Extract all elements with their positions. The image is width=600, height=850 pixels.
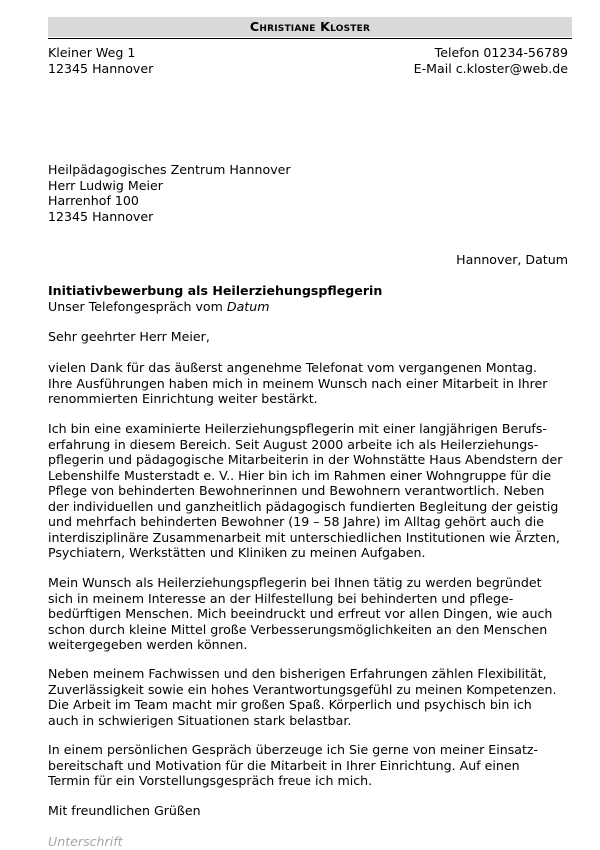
paragraph-line: sich in meinem Interesse an der Hilfestellung bei behinderten und pflege- [48, 590, 514, 606]
recipient-line: Heilpädagogisches Zentrum Hannover [48, 162, 291, 177]
paragraph-line: Ich bin eine examinierte Heilerziehungspflegerin mit einer langjährigen Berufs- [48, 421, 547, 436]
paragraph-line: Ihre Ausführungen haben mich in meinem Wunsch nach einer Mitarbeit in Ihrer [48, 375, 548, 391]
sender-email: E-Mail c.kloster@web.de [413, 61, 568, 76]
body-paragraph-5 [48, 742, 572, 789]
letterhead-name-bar [48, 17, 572, 37]
sender-city: 12345 Hannover [48, 61, 154, 76]
paragraph-line: auch in schwierigen Situationen stark belastbar. [48, 712, 352, 728]
sender-contact-block [48, 38, 572, 77]
paragraph-line: interdisziplinäre Zusammenarbeit mit unterschiedlichen Institutionen wie Ärzten, [48, 529, 560, 545]
paragraph-line: Die Arbeit im Team macht mir großen Spaß. Körperlich und psychisch bin ich [48, 697, 532, 712]
paragraph-line: renommierten Einrichtung weiter bestärkt. [48, 391, 318, 406]
subject-reference [48, 299, 382, 315]
paragraph-line: Mein Wunsch als Heilerziehungspflegerin bei Ihnen tätig zu werden begründet [48, 575, 542, 590]
paragraph-line: bedürftigen Menschen. Mich beeindruckt und erfreut vor allen Dingen, wie auch [48, 606, 553, 621]
subject-block [48, 283, 382, 314]
sender-address [48, 45, 153, 77]
paragraph-line: In einem persönlichen Gespräch überzeuge ich Sie gerne von meiner Einsatz- [48, 742, 539, 757]
closing-greeting: Mit freundlichen Grüßen [48, 803, 201, 818]
paragraph-line: Pflege von behinderten Bewohnerinnen und Bewohnern verantwortlich. Neben [48, 483, 545, 498]
recipient-line: 12345 Hannover [48, 208, 154, 224]
paragraph-line: vielen Dank für das äußerst angenehme Telefonat vom vergangenen Montag. [48, 360, 537, 375]
recipient-address [48, 162, 291, 224]
subject-title: Initiativbewerbung als Heilerziehungspflegerin [48, 283, 383, 298]
paragraph-line: schon durch kleine Mittel große Verbesserungsmöglichkeiten an den Menschen [48, 621, 548, 637]
paragraph-line: Neben meinem Fachwissen und den bisherigen Erfahrungen zählen Flexibilität, [48, 666, 547, 681]
sender-phone: Telefon 01234-56789 [434, 45, 568, 60]
sender-street: Kleiner Weg 1 [48, 45, 136, 60]
paragraph-line: weitergegeben werden können. [48, 637, 248, 652]
sender-contact-info [414, 45, 572, 77]
recipient-line: Herr Ludwig Meier [48, 177, 163, 193]
subject-reference-date: Datum [226, 298, 270, 314]
subject-reference-prefix: Unser Telefongespräch vom [48, 298, 227, 314]
salutation: Sehr geehrter Herr Meier, [48, 329, 210, 344]
paragraph-line: Psychiatern, Werkstätten und Kliniken zu meinen Aufgaben. [48, 545, 426, 560]
paragraph-line: der individuellen und ganzheitlich pädagogisch fundierten Begleitung der geistig [48, 498, 559, 514]
paragraph-line: und mehrfach behinderten Bewohner (19 – 58 Jahre) im Alltag gehört auch die [48, 514, 544, 529]
paragraph-line: Zuverlässigkeit sowie ein hohes Verantwortungsgefühl zu meinen Kompetenzen. [48, 681, 557, 697]
paragraph-line: erfahrung in diesem Bereich. Seit August 2000 arbeite ich als Heilerziehungs- [48, 436, 539, 452]
body-paragraph-2 [48, 421, 572, 561]
letter-date: Hannover, Datum [456, 252, 568, 267]
recipient-line: Harrenhof 100 [48, 193, 139, 208]
sender-name: Christiane Kloster [249, 19, 371, 34]
body-paragraph-3 [48, 575, 572, 653]
paragraph-line: bereitschaft und Motivation für die Mitarbeit in Ihrer Einrichtung. Auf einen [48, 757, 520, 773]
body-paragraph-1 [48, 360, 572, 407]
body-paragraph-4 [48, 666, 572, 728]
paragraph-line: pflegerin und pädagogische Mitarbeiterin in der Wohnstätte Haus Abendstern der [48, 452, 563, 467]
paragraph-line: Lebenshilfe Musterstadt e. V.. Hier bin ich im Rahmen einer Wohngruppe für die [48, 467, 552, 483]
signature-placeholder: Unterschrift [48, 834, 123, 849]
paragraph-line: Termin für ein Vorstellungsgespräch freue ich mich. [48, 773, 373, 788]
